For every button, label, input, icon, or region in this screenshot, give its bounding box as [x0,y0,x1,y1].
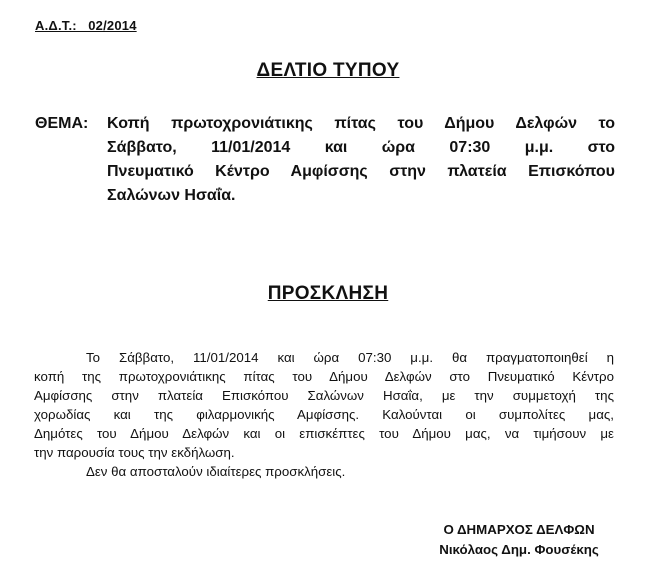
subject-text [107,112,615,208]
subject-line: Σαλώνων Ησαΐα. [107,187,236,204]
subject-label: ΘΕΜΑ: [35,115,89,132]
body-line: την παρουσία τους την εκδήλωση. [34,445,235,460]
subject-line: Κοπή πρωτοχρονιάτικης πίτας του Δήμου Δελφών το [107,115,615,132]
body-line: Αμφίσσης στην πλατεία Επισκόπου Σαλώνων Ησαΐα, με την συμμετοχή της [34,388,614,403]
closing-line: Δεν θα αποσταλούν ιδιαίτερες προσκλήσεις. [86,464,346,479]
invitation-title: ΠΡΟΣΚΛΗΣΗ [267,283,389,304]
invitation-body [34,348,614,481]
protocol-number: Α.Δ.Τ.: 02/2014 [35,18,137,33]
body-line: κοπή της πρωτοχρονιάτικης πίτας του Δήμου Δελφών στο Πνευματικό Κέντρο [34,369,614,384]
body-line: Δημότες του Δήμου Δελφών και οι επισκέπτες του Δήμου μας, να τιμήσουν με [34,426,614,441]
subject-block [35,112,615,208]
body-line: χορωδίας και της φιλαρμονικής Αμφίσσης. Καλούνται οι συμπολίτες μας, [34,407,614,422]
signature-name: Νικόλαος Δημ. Φουσέκης [439,542,599,557]
signature-title: Ο ΔΗΜΑΡΧΟΣ ΔΕΛΦΩΝ [443,522,595,537]
signature-block [404,520,634,560]
press-release-title: ΔΕΛΤΙΟ ΤΥΠΟΥ [256,60,400,81]
body-line: Το Σάββατο, 11/01/2014 και ώρα 07:30 μ.μ. θα πραγματοποιηθεί η [86,350,614,365]
subject-line: Πνευματικό Κέντρο Αμφίσσης στην πλατεία Επισκόπου [107,163,615,180]
subject-line: Σάββατο, 11/01/2014 και ώρα 07:30 μ.μ. στο [107,139,615,156]
